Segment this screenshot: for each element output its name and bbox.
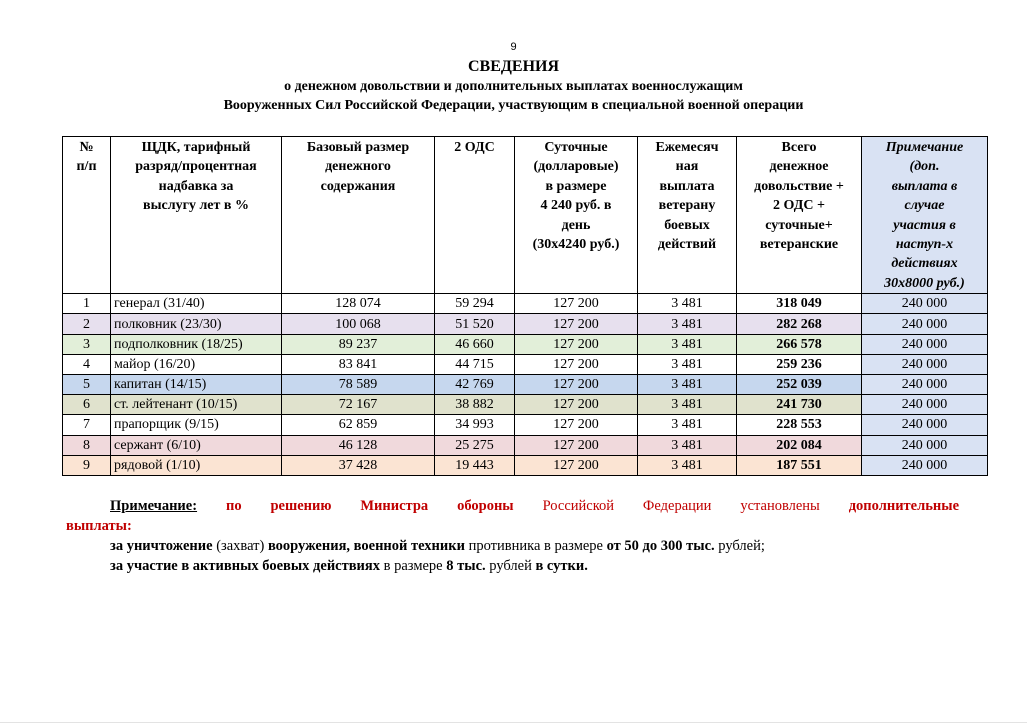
footnote-line-3: за уничтожение (захват) вооружения, военной техники противника в размере от 50 до 300 тыс. рублей;: [110, 538, 765, 554]
cell-total: 266 578: [737, 334, 862, 354]
cell-rank: полковник (23/30): [111, 314, 282, 334]
cell-num: 3: [63, 334, 111, 354]
cell-rank: прапорщик (9/15): [111, 415, 282, 435]
table-row: [63, 435, 988, 455]
header-line: 2 ОДС +: [773, 198, 825, 214]
cell-base: 46 128: [282, 435, 435, 455]
header-line: довольствие +: [754, 178, 844, 194]
table-row: [63, 415, 988, 435]
cell-note: 240 000: [862, 415, 988, 435]
cell-base: 83 841: [282, 354, 435, 374]
cell-daily: 127 200: [515, 375, 638, 395]
table-header-row: [63, 137, 988, 294]
header-line: участия в: [893, 217, 956, 233]
cell-num: 5: [63, 375, 111, 395]
cell-note: 240 000: [862, 395, 988, 415]
header-line: ЩДК, тарифный: [141, 140, 251, 155]
cell-veteran: 3 481: [638, 395, 737, 415]
cell-note: 240 000: [862, 435, 988, 455]
cell-num: 9: [63, 455, 111, 475]
cell-num: 2: [63, 314, 111, 334]
cell-base: 89 237: [282, 334, 435, 354]
cell-ods: 38 882: [435, 395, 515, 415]
cell-veteran: 3 481: [638, 375, 737, 395]
cell-rank: генерал (31/40): [111, 294, 282, 314]
header-line: действиях: [891, 256, 958, 272]
header-rank: [111, 137, 282, 294]
footnote: [66, 496, 959, 576]
cell-base: 72 167: [282, 395, 435, 415]
header-line: ная: [675, 159, 699, 175]
cell-daily: 127 200: [515, 395, 638, 415]
header-ods: [435, 137, 515, 294]
cell-veteran: 3 481: [638, 455, 737, 475]
cell-num: 4: [63, 354, 111, 374]
cell-daily: 127 200: [515, 314, 638, 334]
cell-ods: 59 294: [435, 294, 515, 314]
cell-note: 240 000: [862, 375, 988, 395]
cell-num: 6: [63, 395, 111, 415]
cell-note: 240 000: [862, 294, 988, 314]
header-line: действий: [657, 237, 717, 253]
header-line: Ежемесяч: [655, 140, 719, 155]
footnote-line-1: Примечание: по решению Министра обороны Российской Федерации установлены дополнительные: [110, 498, 960, 514]
header-line: случае: [904, 198, 945, 214]
cell-veteran: 3 481: [638, 435, 737, 455]
cell-ods: 51 520: [435, 314, 515, 334]
cell-daily: 127 200: [515, 455, 638, 475]
cell-daily: 127 200: [515, 415, 638, 435]
subtitle-line-2: Вооруженных Сил Российской Федерации, участвующим в специальной военной операции: [223, 98, 804, 113]
cell-daily: 127 200: [515, 435, 638, 455]
cell-total: 202 084: [737, 435, 862, 455]
table-row: [63, 314, 988, 334]
cell-rank: подполковник (18/25): [111, 334, 282, 354]
cell-base: 100 068: [282, 314, 435, 334]
cell-daily: 127 200: [515, 354, 638, 374]
cell-ods: 25 275: [435, 435, 515, 455]
header-note: [862, 137, 988, 294]
header-line: денежное: [769, 159, 829, 175]
cell-veteran: 3 481: [638, 334, 737, 354]
table-body: [63, 294, 988, 476]
header-line: 2 ОДС: [454, 140, 495, 155]
cell-rank: капитан (14/15): [111, 375, 282, 395]
footnote-line-2: выплаты:: [66, 518, 132, 534]
table-row: [63, 395, 988, 415]
cell-total: 318 049: [737, 294, 862, 314]
page-number: 9: [510, 41, 517, 53]
header-line: выплата в: [891, 178, 958, 194]
header-line: наступ-х: [895, 237, 954, 253]
table-row: [63, 334, 988, 354]
cell-rank: сержант (6/10): [111, 435, 282, 455]
cell-num: 8: [63, 435, 111, 455]
cell-daily: 127 200: [515, 334, 638, 354]
header-line: день: [561, 217, 591, 233]
header-line: надбавка за: [158, 178, 234, 194]
cell-total: 259 236: [737, 354, 862, 374]
cell-base: 37 428: [282, 455, 435, 475]
cell-total: 187 551: [737, 455, 862, 475]
header-line: Примечание: [885, 140, 964, 155]
header-line: в размере: [545, 178, 607, 194]
table-row: [63, 375, 988, 395]
table-row: [63, 294, 988, 314]
subtitle-line-1: о денежном довольствии и дополнительных выплатах военнослужащим: [284, 79, 743, 94]
header-line: п/п: [76, 159, 97, 175]
footnote-label: Примечание:: [110, 498, 198, 514]
cell-ods: 19 443: [435, 455, 515, 475]
cell-ods: 42 769: [435, 375, 515, 395]
header-line: ветерану: [658, 198, 716, 214]
header-line: суточные+: [765, 217, 833, 233]
header-line: выслугу лет в %: [143, 198, 249, 214]
document-title: СВЕДЕНИЯ: [467, 58, 560, 75]
document-subtitle: [0, 77, 1027, 115]
header-veteran: [638, 137, 737, 294]
page-edge: [0, 722, 1027, 723]
header-daily: [515, 137, 638, 294]
header-line: (доп.: [909, 159, 940, 175]
header-line: №: [79, 140, 94, 155]
table-row: [63, 455, 988, 475]
header-line: Всего: [781, 140, 817, 155]
cell-rank: майор (16/20): [111, 354, 282, 374]
header-line: Суточные: [544, 140, 608, 155]
cell-ods: 44 715: [435, 354, 515, 374]
cell-num: 1: [63, 294, 111, 314]
cell-ods: 34 993: [435, 415, 515, 435]
footnote-line-4: за участие в активных боевых действиях в размере 8 тыс. рублей в сутки.: [110, 558, 588, 574]
cell-note: 240 000: [862, 455, 988, 475]
cell-note: 240 000: [862, 334, 988, 354]
cell-veteran: 3 481: [638, 415, 737, 435]
header-line: (долларовые): [533, 159, 619, 175]
header-base-pay: [282, 137, 435, 294]
cell-ods: 46 660: [435, 334, 515, 354]
cell-base: 78 589: [282, 375, 435, 395]
cell-total: 252 039: [737, 375, 862, 395]
cell-note: 240 000: [862, 354, 988, 374]
cell-veteran: 3 481: [638, 314, 737, 334]
header-line: ветеранские: [759, 237, 839, 253]
header-total: [737, 137, 862, 294]
cell-num: 7: [63, 415, 111, 435]
cell-total: 228 553: [737, 415, 862, 435]
cell-base: 128 074: [282, 294, 435, 314]
cell-veteran: 3 481: [638, 354, 737, 374]
pay-table: [62, 136, 988, 476]
cell-note: 240 000: [862, 314, 988, 334]
cell-rank: ст. лейтенант (10/15): [111, 395, 282, 415]
cell-daily: 127 200: [515, 294, 638, 314]
cell-total: 241 730: [737, 395, 862, 415]
cell-total: 282 268: [737, 314, 862, 334]
table-row: [63, 354, 988, 374]
header-line: 4 240 руб. в: [540, 198, 612, 214]
header-line: (30х4240 руб.): [532, 237, 620, 253]
header-line: 30х8000 руб.): [884, 275, 965, 291]
header-line: разряд/процентная: [135, 159, 257, 175]
header-line: Базовый размер: [306, 140, 410, 155]
header-line: боевых: [664, 217, 710, 233]
cell-veteran: 3 481: [638, 294, 737, 314]
header-line: денежного: [325, 159, 391, 175]
cell-base: 62 859: [282, 415, 435, 435]
header-num: [63, 137, 111, 294]
cell-rank: рядовой (1/10): [111, 455, 282, 475]
header-line: выплата: [659, 178, 715, 194]
header-line: содержания: [320, 178, 396, 194]
